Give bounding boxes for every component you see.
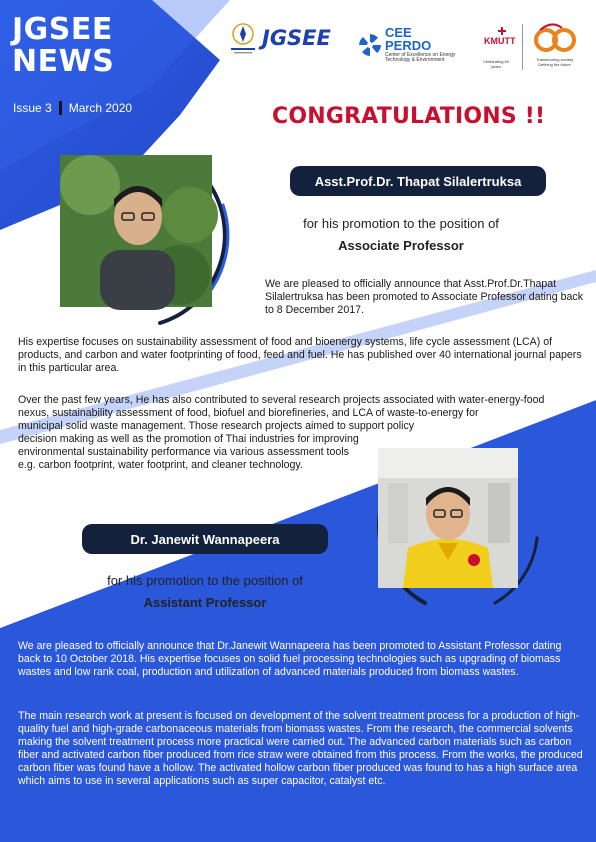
portrait-image [60, 155, 212, 307]
person1-name-badge: Asst.Prof.Dr. Thapat Silalertruksa [290, 166, 546, 196]
person1-projects-line: nexus, sustainability assessment of food, biofuel and biorefineries, and LCA of waste-to-energy for [18, 407, 479, 419]
cee-pinwheel-icon [358, 33, 382, 57]
person1-position: Associate Professor [338, 238, 464, 253]
person1-projects-line: Over the past few years, He has also contributed to several research projects associated with water-energy-food [18, 394, 545, 406]
kmutt-caption: Celebrating 60 years [482, 59, 510, 69]
person1-promotion [276, 213, 526, 257]
congratulations-headline: CONGRATULATIONS !! [272, 104, 546, 129]
jgsee-wordmark: JGSEE [262, 26, 331, 50]
person2-promo-line: for his promotion to the position of [107, 573, 303, 588]
person2-name-badge: Dr. Janewit Wannapeera [82, 524, 328, 554]
cee-perdo-logo [358, 26, 477, 63]
person1-expertise: His expertise focuses on sustainability assessment of food and bioenergy systems, life cycle assessment (LCA) of products, and carbon and water footprinting of food, feed and fuel. He has published over 40 international journal papers in this particular area. [18, 336, 582, 374]
person2-research: The main research work at present is focused on development of the solvent treatment process for a production of high-quality fuel and high-grade carbonaceous materials from biomass wastes. From the research, the commercial solvents making the solvent treatment process more practical were carried out. The advanced carbon materials such as carbon fiber and activated carbon fiber produced from rice straw were obtained from this process. From the works, the produced carbon fiber was found have a hollow. The activated hollow carbon fiber produced was found to has a high surface area which aims to use in several applications such as super capacitor, catalyst etc. [18, 710, 583, 787]
issue-divider [59, 101, 62, 115]
kmutt-wordmark: KMUTT [484, 36, 516, 46]
cee-title-2: PERDO [385, 38, 432, 53]
anniversary-logo [530, 22, 580, 67]
anniversary-60-icon [532, 22, 578, 56]
cee-subtitle: Center of Excellence on Energy Technology & Environment [385, 52, 456, 63]
person1-projects-line: environmental sustainability performance via various assessment tools [18, 446, 349, 458]
cee-title-1: CEE [385, 25, 412, 40]
person1-promo-line: for his promotion to the position of [303, 216, 499, 231]
person1-projects-line: municipal solid waste management. Those research projects aimed to support policy [18, 420, 415, 432]
jgsee-logo [228, 20, 331, 56]
issue-info [13, 101, 132, 115]
person1-projects-line: e.g. carbon footprint, water footprint, and cleaner technology. [18, 459, 303, 471]
kmutt-emblem-icon [483, 24, 516, 58]
person2-position: Assistant Professor [143, 595, 267, 610]
masthead-title-line1: JGSEE [12, 12, 113, 47]
person2-promotion [60, 570, 350, 614]
issue-date: March 2020 [68, 101, 133, 115]
person1-projects [18, 394, 582, 472]
masthead [12, 14, 114, 78]
thapat-portrait-photo [60, 155, 212, 307]
issue-number: Issue 3 [13, 101, 52, 115]
person2-announcement: We are pleased to officially announce that Dr.Janewit Wannapeera has been promoted to Assistant Professor dating back to 10 October 2018. His expertise focuses on solid fuel processing technologies such as upgrading of biomass wastes and low rank coal, production and utilization of advanced materials produced from biomass wastes. [18, 640, 562, 678]
anniversary-caption: Transforming society. Defining the future. [536, 57, 574, 67]
logo-divider [522, 24, 523, 70]
person1-announcement: We are pleased to officially announce that Asst.Prof.Dr.Thapat Silalertruksa has been promoted to Associate Professor dating back to 8 December 2017. [265, 278, 583, 316]
masthead-title-line2: NEWS [12, 44, 115, 79]
kmutt-logo [482, 24, 516, 69]
person1-projects-line: decision making as well as the promotion of Thai industries for improving [18, 433, 359, 445]
jgsee-emblem-icon [228, 20, 258, 56]
